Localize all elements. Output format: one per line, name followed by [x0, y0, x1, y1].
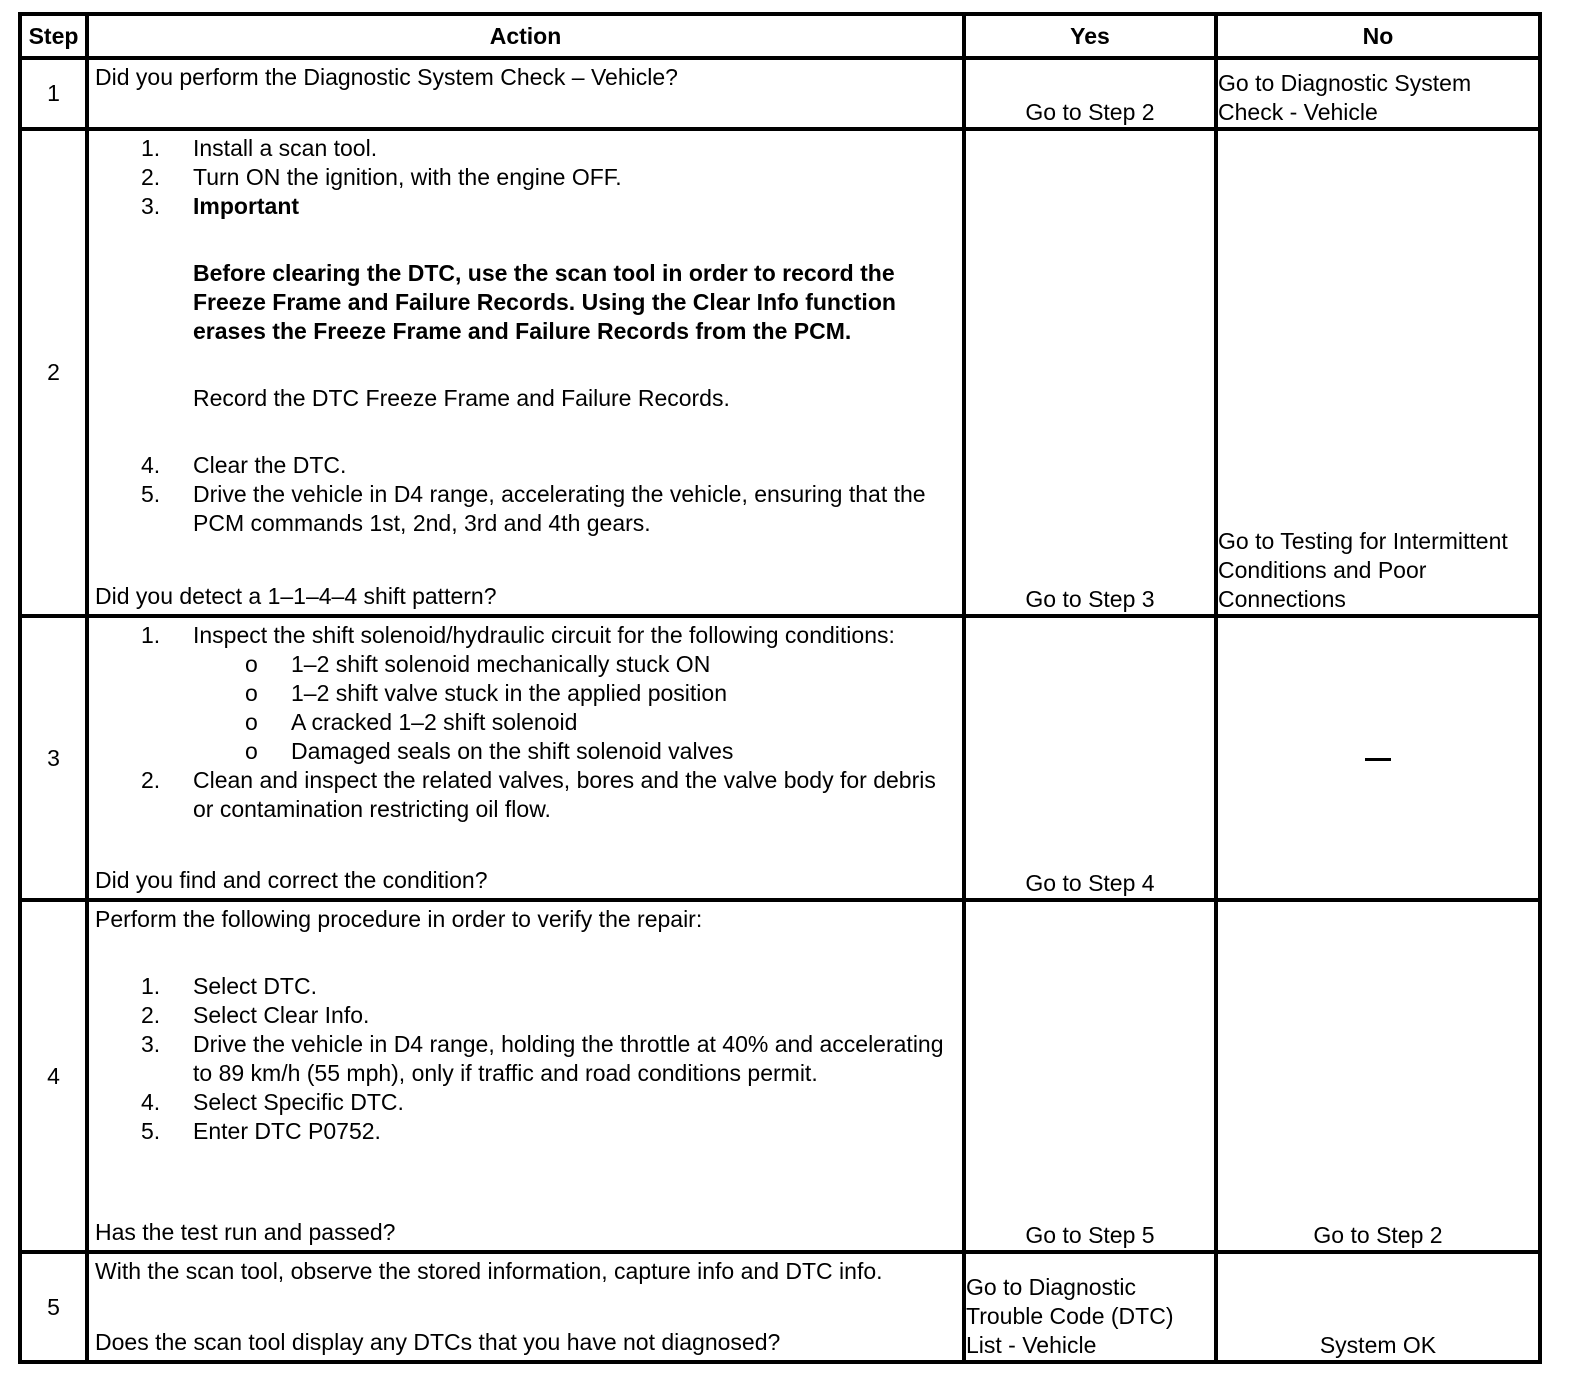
list-item: 5. Enter DTC P0752. — [141, 1118, 381, 1145]
procedure-list — [95, 972, 956, 1146]
no-cell: Go to Diagnostic System Check - Vehicle — [1216, 58, 1540, 129]
not-applicable-dash — [1365, 758, 1391, 761]
step-number: 1 — [20, 58, 87, 129]
record-text: Record the DTC Freeze Frame and Failure Records. — [193, 385, 730, 412]
step-number: 2 — [20, 129, 87, 616]
list-item: 3. Drive the vehicle in D4 range, holding the throttle at 40% and accelerating to 89 km/h (55 mph), only if traffic and road conditions permit. — [141, 1031, 944, 1087]
action-cell — [87, 129, 964, 616]
yes-cell: Go to Diagnostic Trouble Code (DTC) List - Vehicle — [964, 1252, 1216, 1362]
sub-list-item: o A cracked 1–2 shift solenoid — [245, 709, 578, 736]
action-question: Did you perform the Diagnostic System Check – Vehicle? — [95, 64, 678, 90]
no-cell: Go to Testing for Intermittent Conditions and Poor Connections — [1216, 129, 1540, 616]
list-item: 2. Clean and inspect the related valves, bores and the valve body for debris or contamination restricting oil flow. — [141, 767, 936, 823]
procedure-list — [95, 621, 956, 824]
sub-list-item: o 1–2 shift solenoid mechanically stuck ON — [245, 651, 711, 678]
step-number: 5 — [20, 1252, 87, 1362]
list-item: 4. Clear the DTC. — [141, 452, 347, 479]
list-item: 4. Select Specific DTC. — [141, 1089, 404, 1116]
sub-list-item: o 1–2 shift valve stuck in the applied position — [245, 680, 727, 707]
list-item: 1. Select DTC. — [141, 973, 317, 1000]
yes-cell: Go to Step 5 — [964, 900, 1216, 1252]
list-item: 2. Select Clear Info. — [141, 1002, 370, 1029]
header-yes: Yes — [964, 14, 1216, 58]
action-intro: With the scan tool, observe the stored information, capture info and DTC info. — [95, 1258, 883, 1285]
important-label: Important — [193, 193, 300, 220]
header-row — [20, 14, 1540, 58]
step-number: 3 — [20, 616, 87, 900]
header-step: Step — [20, 14, 87, 58]
action-cell — [87, 900, 964, 1252]
important-text: Before clearing the DTC, use the scan tool in order to record the Freeze Frame and Failure Records. Using the Clear Info function erases the Freeze Frame and Failure Records from the PCM. — [193, 260, 896, 345]
condition-list — [193, 650, 956, 766]
action-intro: Perform the following procedure in order to verify the repair: — [95, 906, 703, 933]
list-item: 1. Inspect the shift solenoid/hydraulic circuit for the following conditions: o 1–2 shift solenoid mechanically stuck ON o 1–2 shift valve stuck in the applied position o A cracked 1–2 shift solenoid o Damaged seals on the shift solenoid valves — [95, 621, 956, 766]
action-question: Does the scan tool display any DTCs that you have not diagnosed? — [95, 1329, 781, 1355]
action-cell — [87, 1252, 964, 1362]
list-item: 2. Turn ON the ignition, with the engine OFF. — [141, 164, 622, 191]
table-row — [20, 1252, 1540, 1362]
list-item: 1. Install a scan tool. — [141, 135, 378, 162]
header-action: Action — [87, 14, 964, 58]
table-row — [20, 900, 1540, 1252]
table-row — [20, 58, 1540, 129]
table-row — [20, 129, 1540, 616]
table-row — [20, 616, 1540, 900]
step-number: 4 — [20, 900, 87, 1252]
list-item: 3. Important Before clearing the DTC, use the scan tool in order to record the Freeze Frame and Failure Records. Using the Clear Info function erases the Freeze Frame and Failure Records from the PCM. Record the DTC Freeze Frame and Failure Records. — [95, 192, 956, 451]
action-question: Did you find and correct the condition? — [95, 867, 488, 894]
yes-cell: Go to Step 2 — [964, 58, 1216, 129]
no-cell: Go to Step 2 — [1216, 900, 1540, 1252]
action-question: Did you detect a 1–1–4–4 shift pattern? — [95, 583, 497, 610]
action-question: Has the test run and passed? — [95, 1219, 396, 1246]
yes-cell: Go to Step 3 — [964, 129, 1216, 616]
no-cell — [1216, 616, 1540, 900]
yes-cell: Go to Step 4 — [964, 616, 1216, 900]
list-item: 5. Drive the vehicle in D4 range, accelerating the vehicle, ensuring that the PCM commands 1st, 2nd, 3rd and 4th gears. — [141, 481, 926, 537]
action-cell — [87, 616, 964, 900]
no-cell: System OK — [1216, 1252, 1540, 1362]
sub-list-item: o Damaged seals on the shift solenoid valves — [245, 738, 734, 765]
diagnostic-table — [18, 12, 1542, 1364]
header-no: No — [1216, 14, 1540, 58]
action-cell — [87, 58, 964, 129]
procedure-list — [95, 134, 956, 538]
